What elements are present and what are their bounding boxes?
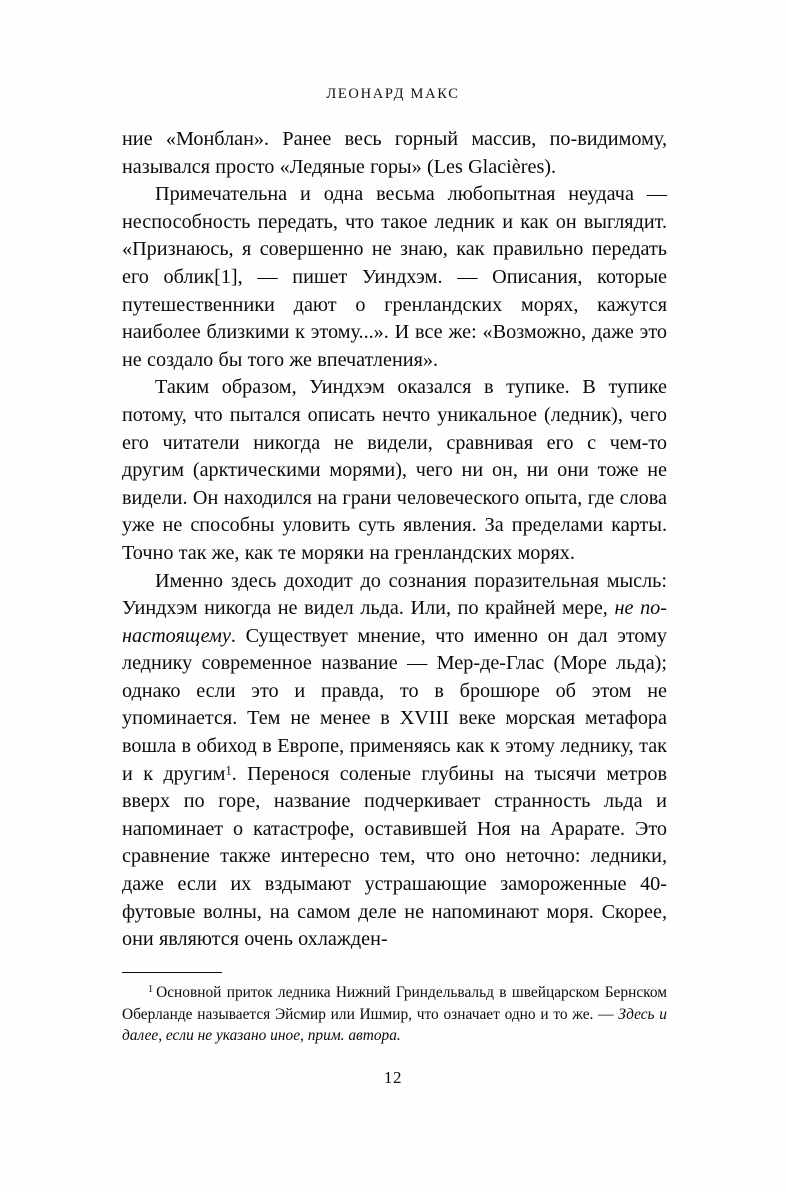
- paragraph-4-emphasis: не по-настоящему: [122, 597, 667, 647]
- paragraph-4-segment-plain-b: . Существует мнение, что именно он дал этому леднику современное название — Мер-де-Глас (Море льда); однако если это и правда, то в брошюре об этом не упоминается. Тем не менее в XVIII веке морская метафора вошла в обиход в Европе, применяясь как к этому леднику, так и к другим: [122, 624, 667, 785]
- footnote-entry: [122, 982, 667, 1047]
- paragraph-4-segment-plain-a: Именно здесь доходит до сознания поразительная мысль: Уиндхэм никогда не видел льда. Или, по крайней мере,: [122, 569, 667, 620]
- running-head: ЛЕОНАРД МАКС: [326, 86, 460, 102]
- paragraph-1: ние «Монблан». Ранее весь горный массив, по-видимому, назывался просто «Ледяные горы» (Les Glacières).: [122, 128, 667, 178]
- paragraph-4-segment-plain-c: . Перенося соленые глубины на тысячи метров вверх по горе, название подчеркивает странность льда и напоминает о катастрофе, оставившей Ноя на Арарате. Это сравнение также интересно тем, что оно неточно: ледники, даже если их вздымают устрашающие замороженные 40-футовые волны, на самом деле не напоминают моря. Скорее, они являются очень охлажден-: [122, 762, 667, 951]
- paragraph-2: Примечательна и одна весьма любопытная неудача — неспособность передать, что такое ледник и как он выглядит. «Признаюсь, я совершенно не знаю, как правильно передать его облик[1], — пишет Уиндхэм. — Описания, которые путешественники дают о гренландских морях, кажутся наиболее близкими к этому...». И все же: «Возможно, даже это не создало бы того же впечатления».: [122, 183, 667, 371]
- footnote-body-text: Основной приток ледника Нижний Гриндельвальд в швейцарском Бернском Оберланде называется Эйсмир или Ишмир, что означает одно и то же. —: [122, 984, 667, 1023]
- page-number: 12: [383, 1068, 403, 1087]
- paragraph-4: [122, 568, 667, 954]
- body-text-block: [122, 126, 667, 954]
- footnote-separator-rule: [122, 972, 222, 973]
- footnote-reference-marker[interactable]: 1: [225, 763, 232, 778]
- footnote-number: 1: [148, 984, 154, 996]
- footnote-attribution: Здесь и далее, если не указано иное, прим. автора.: [122, 1005, 667, 1045]
- paragraph-3: Таким образом, Уиндхэм оказался в тупике. В тупике потому, что пытался описать нечто уникальное (ледник), чего его читатели никогда не видели, сравнивая его с чем-то другим (арктическими морями), чего ни он, ни они тоже не видели. Он находился на грани человеческого опыта, где слова уже не способны уловить суть явления. За пределами карты. Точно так же, как те моряки на гренландских морях.: [122, 376, 667, 564]
- footnote-zone: [122, 972, 667, 1047]
